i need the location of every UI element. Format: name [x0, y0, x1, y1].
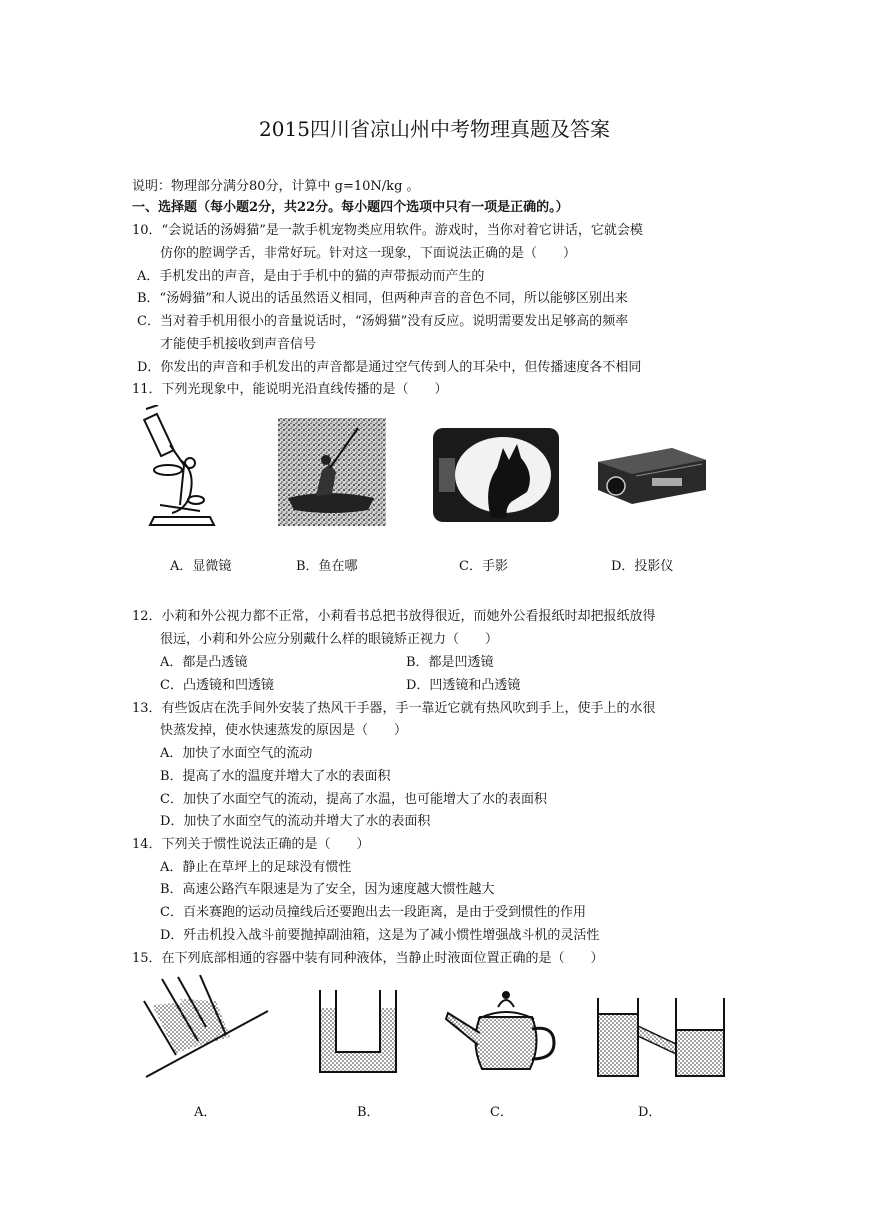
- q12-stem-line1: 12．小莉和外公视力都不正常，小莉看书总把书放得很近，而她外公看报纸时却把报纸放得: [132, 609, 656, 624]
- q14-option-d: D．歼击机投入战斗前要抛掉副油箱，这是为了减小惯性增强战斗机的灵活性: [160, 928, 600, 943]
- fishing-figure: [278, 418, 386, 526]
- q15-caption-d: D．: [638, 1105, 662, 1120]
- q13-option-a: A．加快了水面空气的流动: [160, 746, 313, 761]
- q10-option-b: B．“汤姆猫”和人说出的话虽然语义相同，但两种声音的音色不同，所以能够区别出来: [137, 291, 628, 306]
- connected-tanks-figure: [594, 996, 728, 1080]
- q10-stem-line1: 10．“会说话的汤姆猫”是一款手机宠物类应用软件。游戏时，当你对着它讲话，它就会模: [132, 223, 643, 238]
- q10-option-a: A．手机发出的声音，是由于手机中的猫的声带振动而产生的: [137, 269, 485, 284]
- u-tube-figure: [318, 988, 400, 1076]
- q15-caption-b: B．: [357, 1105, 380, 1120]
- q11-caption-a: A．显微镜: [170, 559, 232, 574]
- q15-caption-a: A．: [194, 1105, 217, 1120]
- q12-option-c: C．凸透镜和凹透镜: [160, 678, 274, 693]
- q14-stem: 14．下列关于惯性说法正确的是（ ）: [132, 837, 370, 852]
- q12-option-a: A．都是凸透镜: [160, 655, 248, 670]
- page-title: 2015四川省凉山州中考物理真题及答案: [259, 117, 610, 141]
- q14-option-c: C．百米赛跑的运动员撞线后还要跑出去一段距离，是由于受到惯性的作用: [160, 905, 586, 920]
- microscope-figure: [140, 405, 220, 530]
- q11-stem: 11．下列光现象中，能说明光沿直线传播的是（ ）: [132, 382, 448, 397]
- q11-caption-d: D．投影仪: [611, 559, 674, 574]
- q10-option-d: D．你发出的声音和手机发出的声音都是通过空气传到人的耳朵中，但传播速度各不相同: [137, 360, 642, 375]
- instructions-note: 说明：物理部分满分80分，计算中 g=10N/kg 。: [132, 179, 420, 194]
- q11-caption-c: C．手影: [459, 559, 508, 574]
- hand-shadow-figure: [433, 428, 559, 522]
- q14-option-a: A．静止在草坪上的足球没有惯性: [160, 860, 352, 875]
- q10-option-c-line1: C．当对着手机用很小的音量说话时，“汤姆猫”没有反应。说明需要发出足够高的频率: [137, 314, 629, 329]
- q11-caption-b: B．鱼在哪: [296, 559, 358, 574]
- q14-option-b: B．高速公路汽车限速是为了安全，因为速度越大惯性越大: [160, 882, 495, 897]
- q10-stem-line2: 仿你的腔调学舌，非常好玩。针对这一现象，下面说法正确的是（ ）: [160, 246, 577, 261]
- section-heading-choice: 一、选择题（每小题2分，共22分。每小题四个选项中只有一项是正确的。）: [132, 200, 569, 215]
- q13-stem-line1: 13．有些饭店在洗手间外安装了热风干手器，手一靠近它就有热风吹到手上，使手上的水很: [132, 701, 656, 716]
- q13-option-b: B．提高了水的温度并增大了水的表面积: [160, 769, 391, 784]
- q12-option-d: D．凹透镜和凸透镜: [406, 678, 521, 693]
- q15-stem: 15．在下列底部相通的容器中装有同种液体，当静止时液面位置正确的是（ ）: [132, 951, 604, 966]
- q10-option-c-line2: 才能使手机接收到声音信号: [160, 337, 317, 352]
- q13-option-c: C．加快了水面空气的流动，提高了水温，也可能增大了水的表面积: [160, 792, 547, 807]
- q13-stem-line2: 快蒸发掉，使水快速蒸发的原因是（ ）: [160, 723, 408, 738]
- slanted-vessel-figure: [140, 975, 272, 1080]
- q12-stem-line2: 很远，小莉和外公应分别戴什么样的眼镜矫正视力（ ）: [160, 632, 499, 647]
- teapot-figure: [442, 983, 568, 1077]
- q15-caption-c: C．: [490, 1105, 513, 1120]
- q12-option-b: B．都是凹透镜: [406, 655, 494, 670]
- projector-figure: [592, 438, 712, 510]
- q13-option-d: D．加快了水面空气的流动并增大了水的表面积: [160, 814, 431, 829]
